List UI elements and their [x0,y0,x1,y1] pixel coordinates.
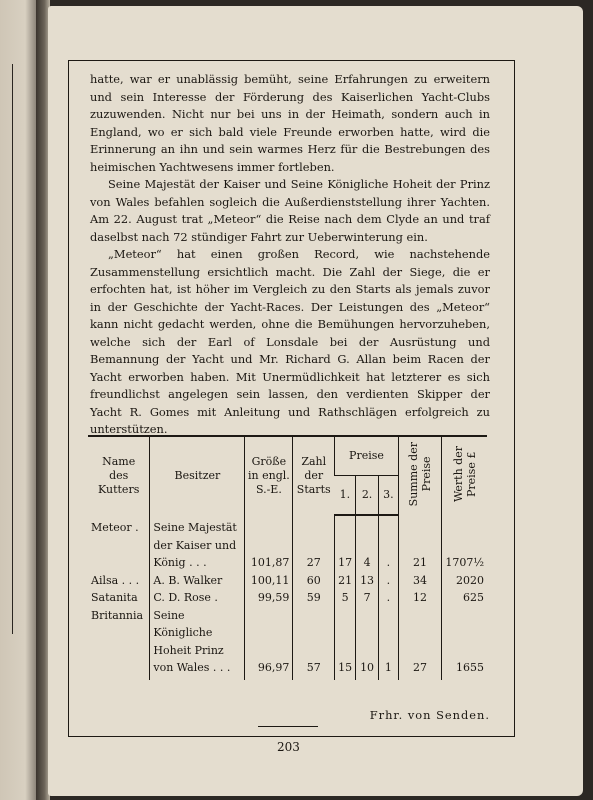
cell-owner: C. D. Rose . [150,589,245,607]
cell-prize-3: 1 [379,607,399,680]
cell-size: 101,87 [245,515,293,572]
cell-prize-1: 5 [335,589,356,607]
cell-starts: 60 [293,572,335,590]
cell-size: 99,59 [245,589,293,607]
table-row [88,589,487,607]
cell-prize-2: 13 [356,572,379,590]
author-signature: Frhr. von Senden. [369,708,490,722]
cell-owner: A. B. Walker [150,572,245,590]
cell-prize-2: 10 [356,607,379,680]
cell-prize-1: 21 [335,572,356,590]
cell-value: 1707½ [442,515,487,572]
header-name: Name des Kutters [88,436,150,515]
page-number: 203 [277,740,300,754]
cell-starts: 59 [293,589,335,607]
cell-prize-2: 4 [356,515,379,572]
cell-sum: 21 [398,515,441,572]
cell-prize-3: . [379,589,399,607]
header-prize-1: 1. [335,476,356,516]
cell-name: Ailsa . . . [91,573,140,587]
cell-owner: Seine Majestät der Kaiser und König . . . [150,515,245,572]
cell-value: 1655 [442,607,487,680]
paragraph-1: hatte, war er unablässig bemüht, seine Erfahrungen zu erweitern und sein Interesse der Förderung des Kaiserlichen Yacht-Clubs zuzuwenden. Nicht nur bei uns in der Heimath, sondern auch in England, wo er sich bald viele Freunde erworben hatte, wird die Erinnerung an ihn und sein warmes Herz für die Bestrebungen des heimischen Yachtwesens immer fortleben. [90,72,490,174]
cell-prize-3: . [379,515,399,572]
table-row [88,515,487,572]
cell-prize-1: 17 [335,515,356,572]
table-row [88,572,487,590]
cell-starts: 57 [293,607,335,680]
cell-prize-3: . [379,572,399,590]
header-owner: Besitzer [150,436,245,515]
header-prize-2: 2. [356,476,379,516]
cell-sum: 34 [398,572,441,590]
header-prize-3: 3. [379,476,399,516]
cell-size: 96,97 [245,607,293,680]
header-sum: Summe der Preise [398,436,441,515]
table-header-row [88,436,487,476]
cell-name: Satanita [91,591,138,604]
left-page-frame-line [0,64,13,634]
header-value: Werth der Preise £ [442,436,487,515]
paragraph-3: „Meteor“ hat einen großen Record, wie nachstehende Zusammenstellung ersichtlich macht. Die Zahl der Siege, die er erfochten hat, ist höher im Vergleich zu den Starts als jemals zuvor in der Geschichte der Yacht-Races. Der Leistungen des „Meteor“ kann nicht gedacht werden, ohne die Bemühungen hervorzuheben, welche sich der Earl of Lonsdale bei der Ausrüstung und Bemannung der Yacht und Mr. Richard G. Allan beim Racen der Yacht erworben haben. Mit Unermüdlichkeit hat letzterer es sich freundlichst angelegen sein lassen, den verdienten Skipper der Yacht R. Gomes mit Anleitung und Rathschlägen erfolgreich zu unterstützen. [90,247,490,436]
cell-sum: 27 [398,607,441,680]
header-starts: Zahl der Starts [293,436,335,515]
cell-name: Britannia [91,608,144,622]
cell-prize-1: 15 [335,607,356,680]
yacht-results-table [88,435,487,680]
cell-prize-2: 7 [356,589,379,607]
paragraph-2: Seine Majestät der Kaiser und Seine Königliche Hoheit der Prinz von Wales befahlen sogleich die Außerdienststellung ihrer Yachten. Am 22. August trat „Meteor“ die Reise nach dem Clyde an und traf daselbst nach 72 stündiger Fahrt zur Ueberwinterung ein. [90,177,490,244]
cell-value: 2020 [442,572,487,590]
cell-name: Meteor . [91,521,139,534]
cell-size: 100,11 [245,572,293,590]
cell-starts: 27 [293,515,335,572]
table-row [88,607,487,680]
cell-value: 625 [442,589,487,607]
footer-rule [258,726,318,727]
body-text [90,71,490,439]
left-page-edge [0,0,36,800]
header-size: Größe in engl. S.-E. [245,436,293,515]
cell-sum: 12 [398,589,441,607]
cell-owner: Seine Königliche Hoheit Prinz von Wales . . . [150,607,245,680]
header-prizes: Preise [335,436,399,476]
